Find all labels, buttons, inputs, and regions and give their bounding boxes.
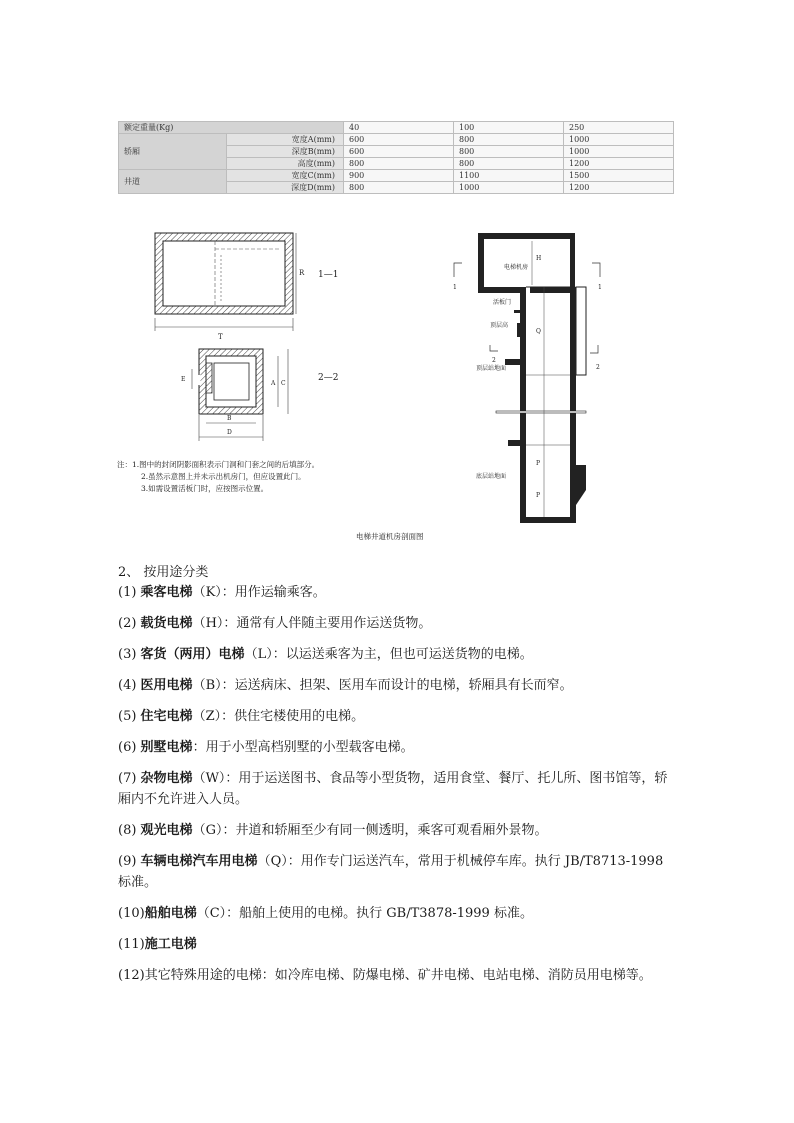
- table-group-label: 轿厢: [119, 134, 227, 170]
- table-cell: 1100: [454, 170, 564, 182]
- list-item: [118, 934, 678, 955]
- table-cell: 40: [344, 122, 454, 134]
- item-term: 车辆电梯汽车用电梯: [140, 854, 258, 869]
- table-row-label: 宽度C(mm): [227, 170, 344, 182]
- p-label-lower: P: [536, 492, 541, 499]
- table-cell: 600: [344, 134, 454, 146]
- table-cell: 1200: [564, 158, 674, 170]
- section-1-1-label: 1—1: [318, 270, 339, 280]
- table-cell: 1000: [564, 146, 674, 158]
- item-text: ：用于小型高档别墅的小型载客电梯。: [192, 740, 414, 755]
- table-row-label: 宽度A(mm): [227, 134, 344, 146]
- item-number: (3): [118, 647, 141, 662]
- notes-prefix: 注：: [117, 460, 132, 469]
- dim-e-label: E: [181, 376, 186, 383]
- item-number: (10): [118, 906, 145, 921]
- item-term: 载货电梯: [140, 616, 193, 631]
- table-cell: 100: [454, 122, 564, 134]
- landing-bottom-label: 底层站地面: [476, 473, 507, 480]
- table-row-label: 深度D(mm): [227, 182, 344, 194]
- top-floor-mark-label: 顶层高: [490, 322, 509, 329]
- table-cell: 1200: [564, 182, 674, 194]
- item-term: 别墅电梯: [140, 740, 193, 755]
- table-cell: 250: [564, 122, 674, 134]
- item-number: (5): [118, 709, 141, 724]
- table-cell: 1000: [454, 182, 564, 194]
- item-term: 医用电梯: [140, 678, 193, 693]
- item-text: 其它特殊用途的电梯：如冷库电梯、防爆电梯、矿井电梯、电站电梯、消防员用电梯等。: [144, 968, 652, 983]
- item-term: 施工电梯: [144, 937, 197, 952]
- table-group-label: 井道: [119, 170, 227, 194]
- dim-d-label: D: [227, 429, 232, 436]
- list-item: [118, 768, 678, 810]
- item-term: 客货（两用）电梯: [140, 647, 245, 662]
- item-term: 杂物电梯: [140, 771, 193, 786]
- item-number: (8): [118, 823, 141, 838]
- table-row: [119, 122, 674, 134]
- list-item: [118, 706, 678, 727]
- q-label: Q: [536, 328, 541, 335]
- item-text: （B）：运送病床、担架、医用车而设计的电梯，轿厢具有长而窄。: [192, 678, 573, 693]
- table-row-label: 高度(mm): [227, 158, 344, 170]
- item-term: 住宅电梯: [140, 709, 193, 724]
- item-number: (9): [118, 854, 141, 869]
- table-cell: 600: [344, 146, 454, 158]
- table-header-label: 额定重量(Kg): [119, 122, 344, 134]
- shaft-section: [453, 233, 602, 523]
- dim-r-label: R: [299, 269, 305, 277]
- item-text: （C）：船舶上使用的电梯。执行 GB/T3878-1999 标准。: [196, 906, 533, 921]
- table-row: [119, 170, 674, 182]
- dim-t-label: T: [218, 333, 223, 341]
- item-text: （Q）：用作专门运送汽车，常用于机械停车库。执行 JB/T8713-1998 标准。: [118, 854, 664, 890]
- table-cell: 800: [344, 182, 454, 194]
- section-mark-1-left: 1: [453, 284, 457, 291]
- elevator-spec-table: [118, 121, 674, 194]
- list-item: [118, 965, 678, 986]
- elevator-use-list: [118, 582, 678, 996]
- list-item: [118, 737, 678, 758]
- item-term: 船舶电梯: [144, 906, 197, 921]
- h-label: H: [536, 255, 542, 262]
- list-item: [118, 903, 678, 924]
- plan-1-1: [155, 233, 338, 341]
- item-text: （G）：井道和轿厢至少有同一侧透明，乘客可观看厢外景物。: [192, 823, 548, 838]
- access-door-label: 活板门: [493, 299, 512, 306]
- table-cell: 800: [454, 158, 564, 170]
- item-number: (1): [118, 585, 141, 600]
- note-line: 3.如需设置活板门时，应按图示位置。: [141, 484, 269, 493]
- note-line: 1.图中的封闭阴影面积表示门洞和门套之间的后填部分。: [132, 460, 320, 469]
- section-2-2-label: 2—2: [318, 373, 339, 383]
- item-number: (2): [118, 616, 141, 631]
- section-mark-2-right: 2: [596, 364, 600, 371]
- list-item: [118, 644, 678, 665]
- item-term: 乘客电梯: [140, 585, 193, 600]
- table-cell: 800: [344, 158, 454, 170]
- dim-b-label: B: [227, 415, 232, 422]
- list-item: [118, 675, 678, 696]
- plan-2-2: [181, 349, 338, 441]
- item-text: （L）：以运送乘客为主，但也可运送货物的电梯。: [244, 647, 533, 662]
- list-item: [118, 613, 678, 634]
- item-text: （Z）：供住宅楼使用的电梯。: [192, 709, 365, 724]
- p-label-upper: P: [536, 460, 541, 467]
- machine-room-label: 电梯机房: [504, 264, 529, 271]
- item-term: 观光电梯: [140, 823, 193, 838]
- note-line: 2.虽然示意图上并未示出机房门，但应设置此门。: [141, 472, 306, 481]
- item-text: （K）：用作运输乘客。: [192, 585, 326, 600]
- table-row-label: 深度B(mm): [227, 146, 344, 158]
- list-item: [118, 582, 678, 603]
- item-number: (11): [118, 937, 145, 952]
- table-row: [119, 134, 674, 146]
- landing-top-label: 顶层站地面: [476, 365, 507, 372]
- item-text: （H）：通常有人伴随主要用作运送货物。: [192, 616, 432, 631]
- item-number: (7): [118, 771, 141, 786]
- item-number: (6): [118, 740, 141, 755]
- list-item: [118, 851, 678, 893]
- section-mark-2-left: 2: [492, 357, 496, 364]
- table-cell: 1500: [564, 170, 674, 182]
- item-number: (4): [118, 678, 141, 693]
- list-item: [118, 820, 678, 841]
- figure-caption: 电梯井道机房剖面图: [356, 532, 424, 541]
- dim-a-label: A: [271, 380, 276, 387]
- section-heading: 2、 按用途分类: [118, 565, 209, 580]
- table-cell: 800: [454, 146, 564, 158]
- item-number: (12): [118, 968, 145, 983]
- drawing-notes: [117, 459, 319, 495]
- item-text: （W）：用于运送图书、食品等小型货物，适用食堂、餐厅、托儿所、图书馆等，轿厢内不允许进入人员。: [118, 771, 668, 807]
- table-cell: 800: [454, 134, 564, 146]
- section-mark-1-right: 1: [598, 284, 602, 291]
- table-cell: 900: [344, 170, 454, 182]
- dim-c-label: C: [281, 380, 286, 387]
- table-cell: 1000: [564, 134, 674, 146]
